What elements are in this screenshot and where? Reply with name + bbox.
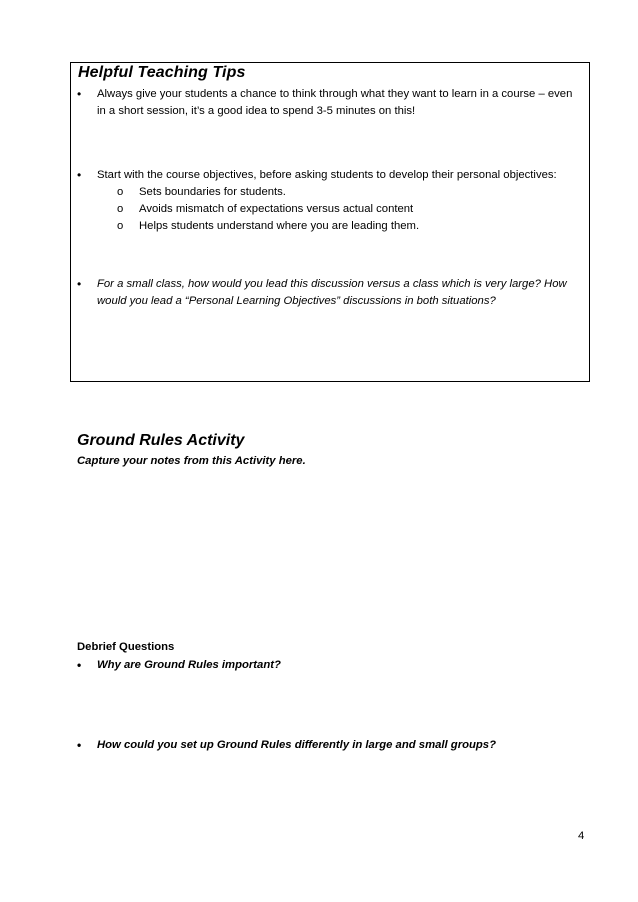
debrief-question-2 <box>77 737 577 754</box>
sub-item-text: Sets boundaries for students. <box>139 186 286 198</box>
bullet-icon: • <box>77 738 82 752</box>
bullet-icon: • <box>77 658 82 672</box>
tip-item-3 <box>77 276 577 310</box>
ground-rules-title: Ground Rules Activity <box>77 432 245 449</box>
tip-text: Always give your students a chance to think through what they want to learn in a course – even in a short session, it’s a good idea to spend 3-5 minutes on this! <box>97 88 573 117</box>
debrief-question-1 <box>77 657 577 674</box>
bullet-icon: • <box>77 87 82 101</box>
tip-sublist <box>77 184 577 235</box>
sub-item <box>117 218 577 235</box>
helpful-teaching-tips-box <box>70 62 590 382</box>
bullet-icon: • <box>77 168 82 182</box>
tip-text: Start with the course objectives, before asking students to develop their personal objectives: <box>97 169 557 181</box>
sub-item <box>117 201 577 218</box>
page-number: 4 <box>578 830 585 842</box>
tip-text: For a small class, how would you lead this discussion versus a class which is very large? How would you lead a “Personal Learning Objectives” discussions in both situations? <box>97 278 567 307</box>
circle-bullet-icon: o <box>117 186 124 198</box>
sub-item <box>117 184 577 201</box>
question-text: Why are Ground Rules important? <box>97 659 281 671</box>
tip-item-1 <box>77 86 577 120</box>
tips-title: Helpful Teaching Tips <box>78 64 246 81</box>
tip-item-2 <box>77 167 577 235</box>
sub-item-text: Helps students understand where you are leading them. <box>139 220 420 232</box>
debrief-title: Debrief Questions <box>77 641 175 653</box>
ground-rules-subtitle: Capture your notes from this Activity here. <box>77 455 306 467</box>
circle-bullet-icon: o <box>117 220 124 232</box>
sub-item-text: Avoids mismatch of expectations versus actual content <box>139 203 414 215</box>
circle-bullet-icon: o <box>117 203 124 215</box>
question-text: How could you set up Ground Rules differently in large and small groups? <box>97 739 496 751</box>
bullet-icon: • <box>77 277 82 291</box>
